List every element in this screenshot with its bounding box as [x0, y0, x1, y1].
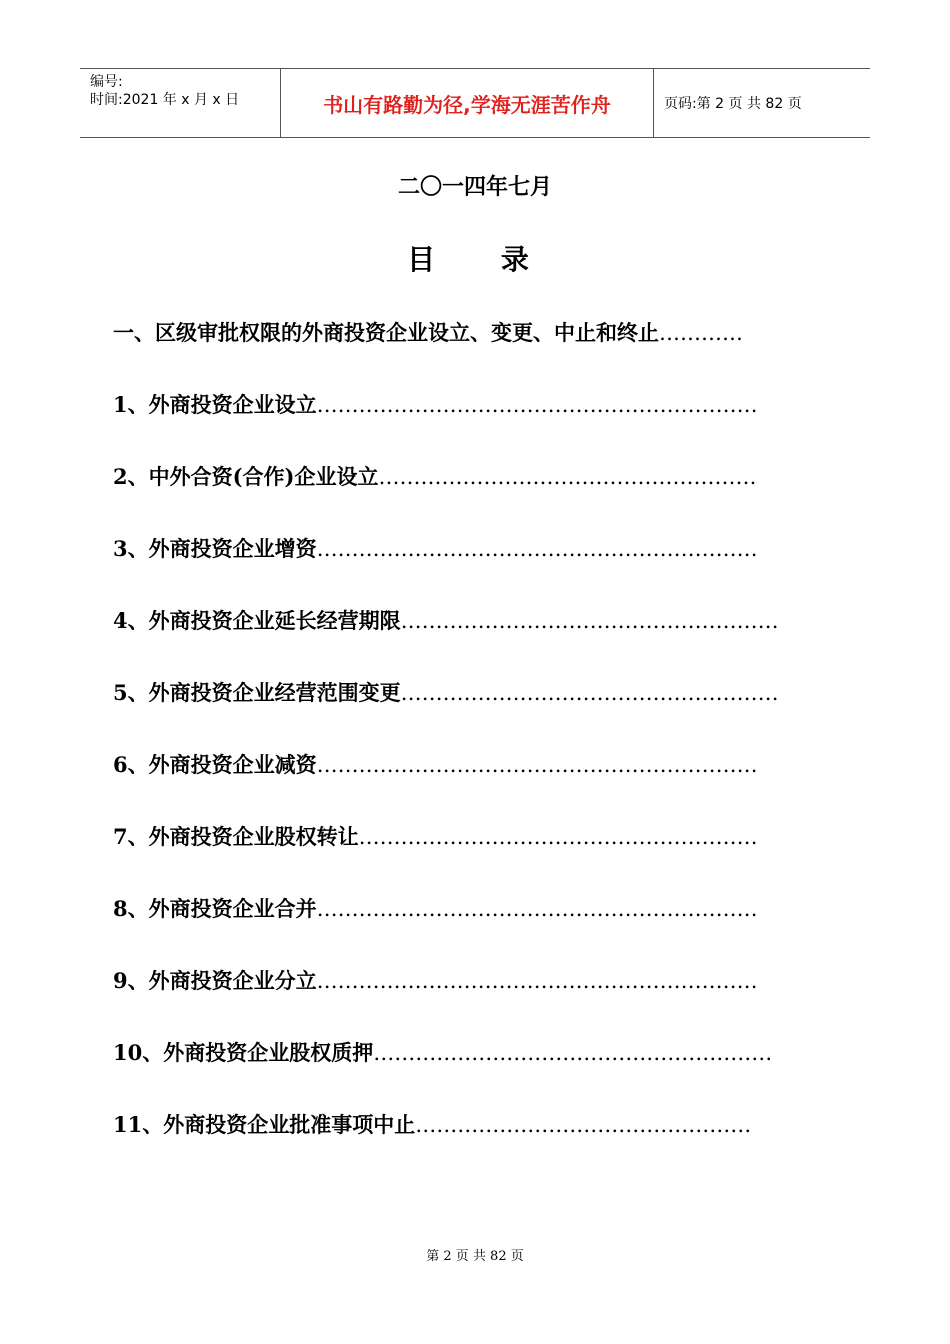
header-motto: 书山有路勤为径,学海无涯苦作舟 — [281, 69, 654, 137]
toc-entry-dots: ……………………………………………… — [378, 465, 757, 489]
toc-entry — [113, 389, 758, 419]
toc-entry-dots: ………… — [659, 321, 743, 345]
toc-entry-dots: ……………………………………………………… — [316, 393, 758, 417]
toc-entry — [113, 461, 756, 491]
toc-entry-text: 8、外商投资企业合并 — [113, 896, 317, 921]
toc-entry-text: 1、外商投资企业设立 — [113, 392, 317, 417]
toc-title: 目 录 — [407, 243, 557, 276]
toc-entry-dots: ……………………………………………… — [400, 681, 779, 705]
toc-entry-text: 10、外商投资企业股权质押 — [113, 1040, 374, 1065]
toc-entry-dots: ………………………………………………… — [373, 1041, 773, 1065]
toc-entry — [113, 965, 758, 995]
toc-entry — [113, 821, 758, 851]
toc-entry-text: 2、中外合资(合作)企业设立 — [113, 464, 379, 489]
toc-entry — [113, 749, 758, 779]
toc-entry — [113, 1109, 751, 1139]
toc-entry-dots: ……………………………………………………… — [316, 897, 758, 921]
time-label: 时间:2021 年 x 月 x 日 — [90, 92, 240, 108]
toc-entry — [113, 605, 779, 635]
toc-entry-text: 11、外商投资企业批准事项中止 — [113, 1112, 416, 1137]
toc-entry-text: 一、区级审批权限的外商投资企业设立、变更、中止和终止 — [113, 320, 659, 345]
toc-entry-dots: ……………………………………………… — [400, 609, 779, 633]
toc-entry-text: 5、外商投资企业经营范围变更 — [113, 680, 401, 705]
toc-entry — [113, 1037, 772, 1067]
toc-entry-dots: ……………………………………………………… — [316, 753, 758, 777]
page-header — [80, 68, 870, 138]
toc-entry — [113, 893, 758, 923]
toc-entry — [113, 317, 743, 347]
page-footer: 第 2 页 共 82 页 — [426, 1249, 524, 1264]
document-date: 二〇一四年七月 — [397, 174, 552, 200]
header-page-info: 页码:第 2 页 共 82 页 — [664, 96, 802, 112]
toc-entry-text: 9、外商投资企业分立 — [113, 968, 317, 993]
toc-entry-dots: ……………………………………………………… — [316, 537, 758, 561]
toc-entry-text: 3、外商投资企业增资 — [113, 536, 317, 561]
toc-entry-dots: ………………………………………… — [415, 1113, 752, 1137]
number-label: 编号: — [90, 74, 123, 90]
toc-entry-text: 4、外商投资企业延长经营期限 — [113, 608, 401, 633]
toc-entry-text: 7、外商投资企业股权转让 — [113, 824, 359, 849]
toc-entry-dots: ……………………………………………………… — [316, 969, 758, 993]
toc-entry — [113, 677, 779, 707]
toc-entry-text: 6、外商投资企业减资 — [113, 752, 317, 777]
toc-entry-dots: ………………………………………………… — [358, 825, 758, 849]
header-meta — [80, 69, 281, 137]
toc-entry — [113, 533, 758, 563]
